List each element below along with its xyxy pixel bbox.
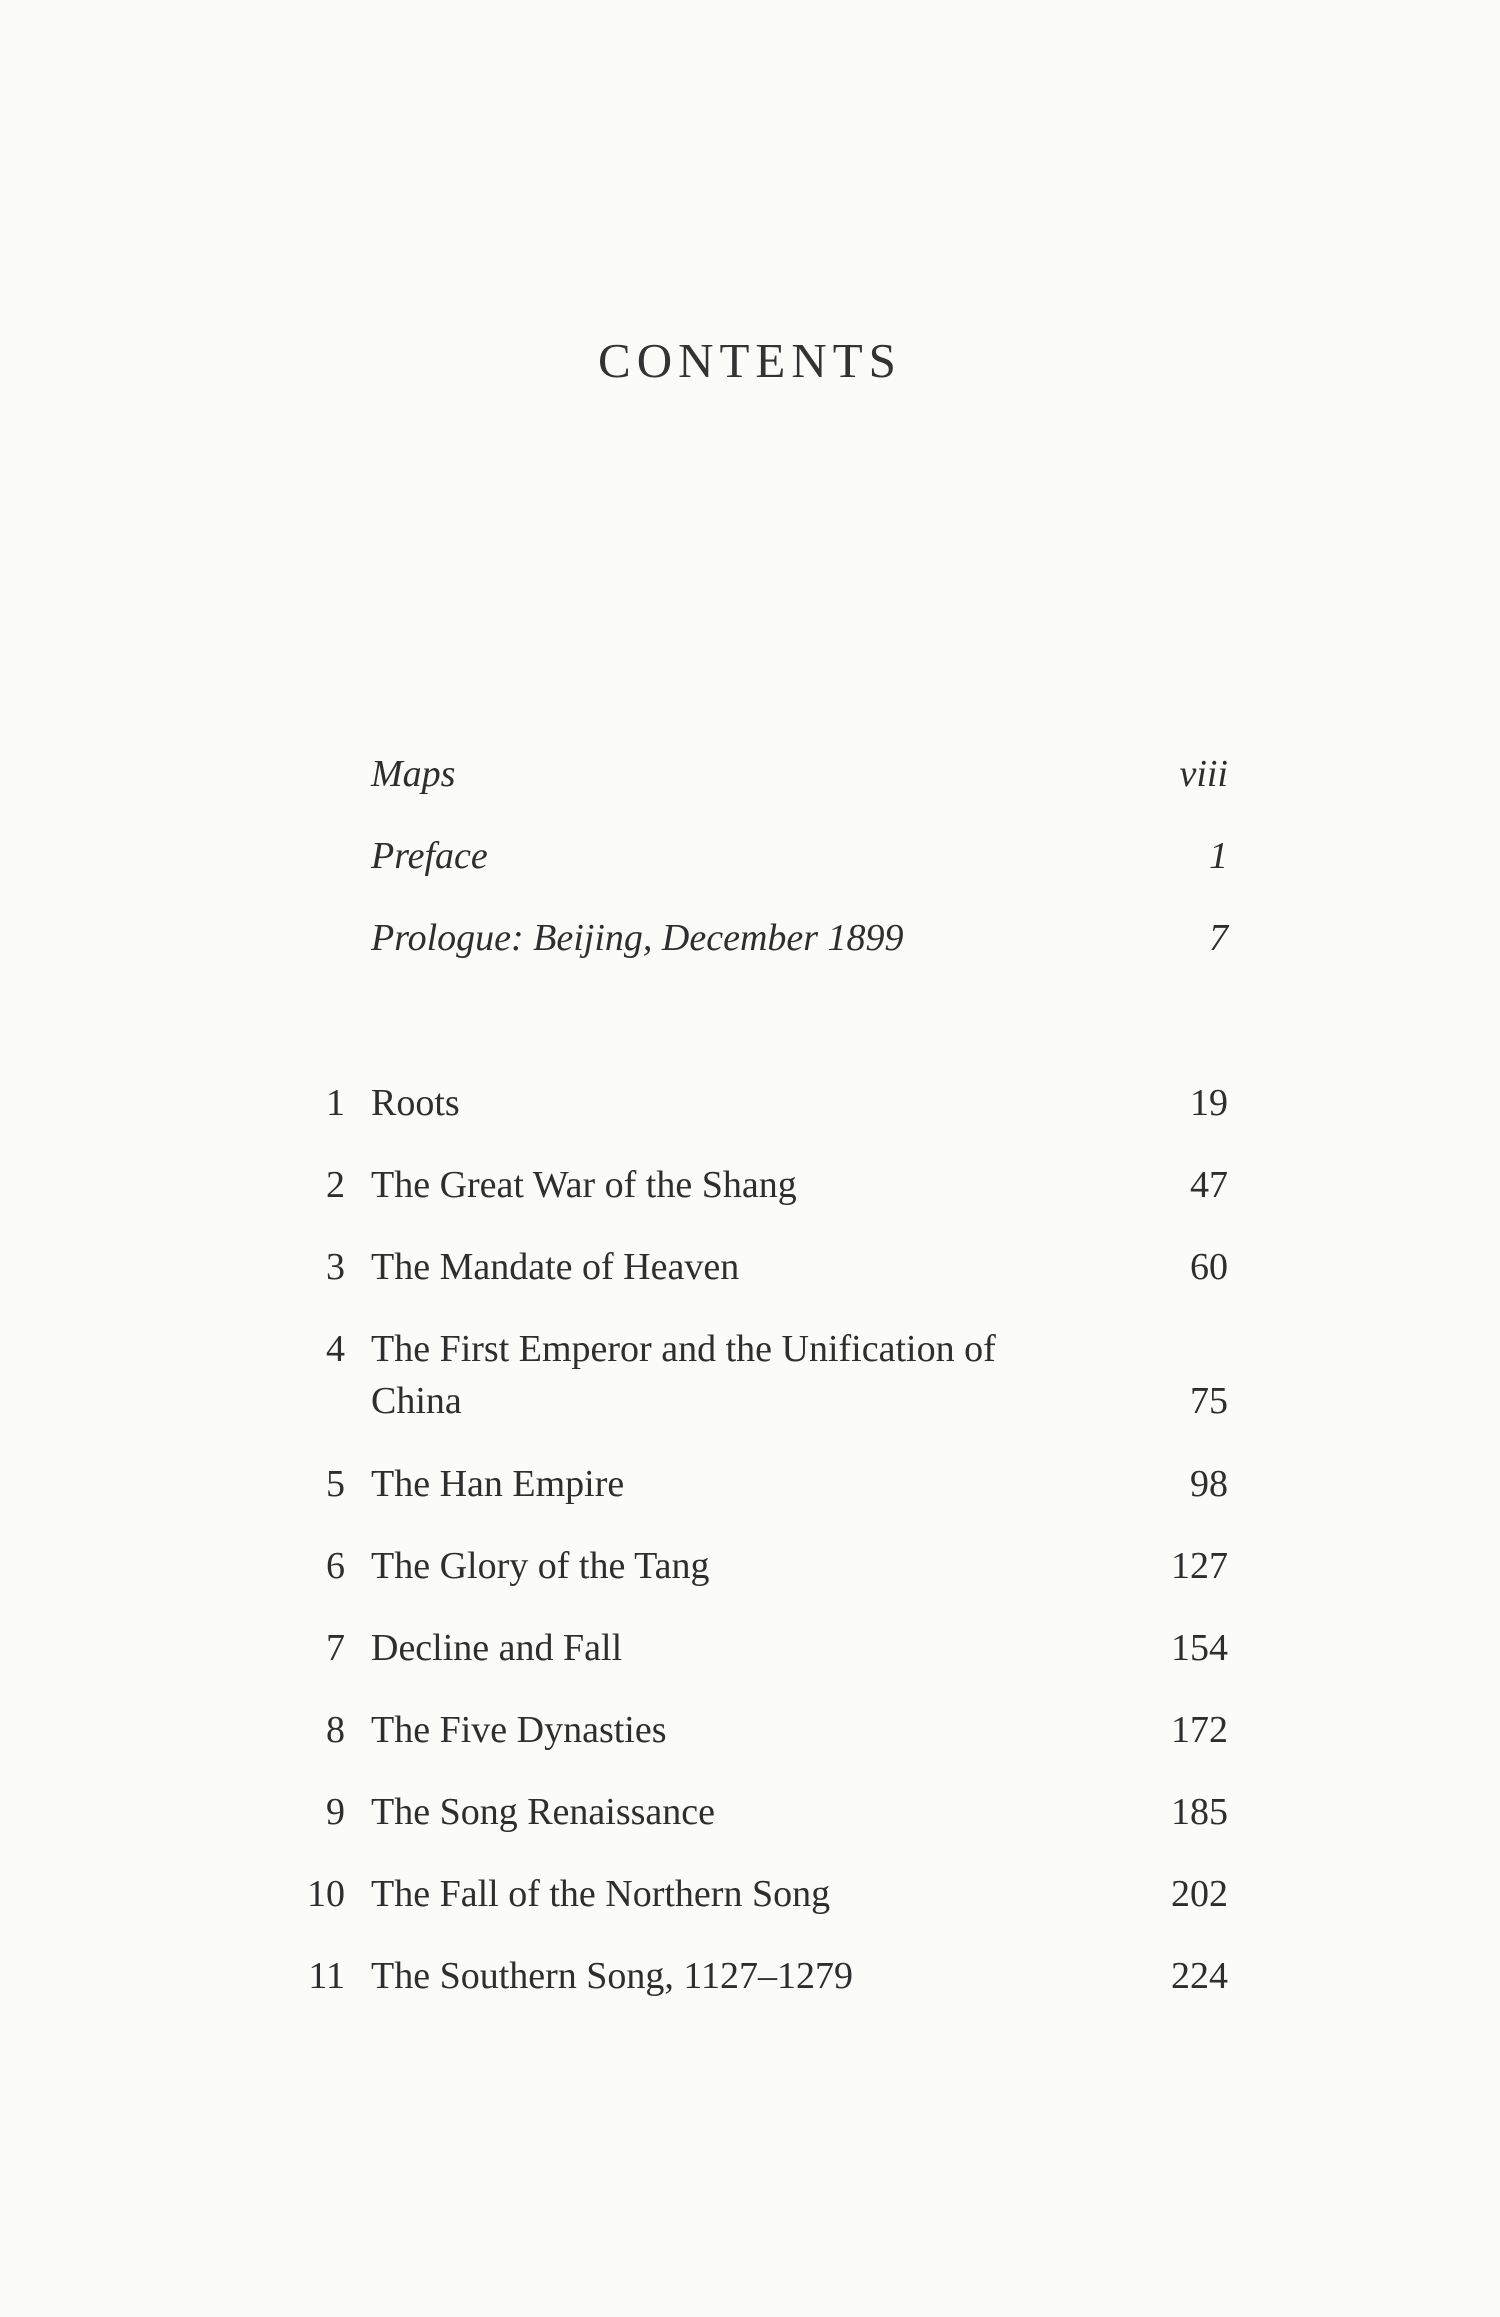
chapter-title: The First Emperor and the Unification of China	[371, 1328, 996, 1422]
chapter-page: 154	[1171, 1627, 1228, 1669]
chapter-page: 75	[1190, 1380, 1228, 1422]
toc-entry-title: Prologue: Beijing, December 1899	[371, 917, 904, 959]
chapter-number: 11	[308, 1955, 345, 1997]
chapter-title: The Glory of the Tang	[371, 1545, 710, 1587]
chapter-page: 127	[1171, 1545, 1228, 1587]
chapter-page: 185	[1171, 1791, 1228, 1833]
toc-entry-page: viii	[1179, 753, 1228, 795]
chapter-number: 2	[326, 1164, 345, 1206]
chapter-page: 172	[1171, 1709, 1228, 1751]
chapter-number: 6	[326, 1545, 345, 1587]
chapter-number: 1	[326, 1082, 345, 1124]
toc-entry-page: 7	[1209, 917, 1228, 959]
page-title: CONTENTS	[598, 333, 902, 388]
chapter-page: 19	[1190, 1082, 1228, 1124]
chapter-title: The Southern Song, 1127–1279	[371, 1955, 854, 1997]
chapter-title: The Mandate of Heaven	[371, 1246, 740, 1288]
chapter-number: 4	[326, 1328, 345, 1370]
chapter-title: The Song Renaissance	[371, 1791, 716, 1833]
chapter-page: 98	[1190, 1463, 1228, 1505]
chapter-number: 10	[307, 1873, 345, 1915]
chapter-page: 224	[1171, 1955, 1228, 1997]
chapter-title: Roots	[371, 1082, 460, 1124]
chapter-number: 7	[326, 1627, 345, 1669]
chapter-page: 202	[1171, 1873, 1228, 1915]
chapter-page: 47	[1190, 1164, 1228, 1206]
chapter-number: 9	[326, 1791, 345, 1833]
chapter-page: 60	[1190, 1246, 1228, 1288]
chapter-title: The Fall of the Northern Song	[371, 1873, 831, 1915]
toc-entry-title: Preface	[371, 835, 488, 877]
toc-entry-title: Maps	[371, 753, 456, 795]
chapter-number: 5	[326, 1463, 345, 1505]
chapter-title: The Five Dynasties	[371, 1709, 667, 1751]
chapter-number: 3	[326, 1246, 345, 1288]
chapter-number: 8	[326, 1709, 345, 1751]
chapter-title: Decline and Fall	[371, 1627, 623, 1669]
toc-entry-page: 1	[1209, 835, 1228, 877]
chapter-title: The Great War of the Shang	[371, 1164, 797, 1206]
chapter-title: The Han Empire	[371, 1463, 625, 1505]
